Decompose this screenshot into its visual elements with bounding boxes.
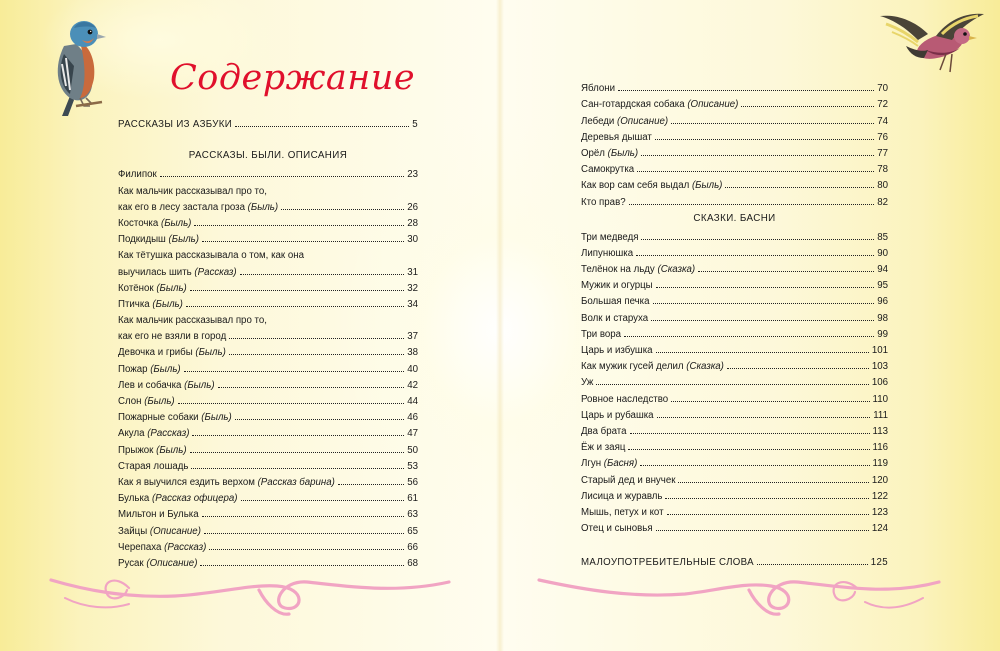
toc-entry-label: Зайцы (Описание)	[118, 525, 201, 537]
dot-leader	[641, 154, 874, 156]
toc-entry	[118, 261, 418, 277]
dot-leader	[653, 302, 875, 304]
dot-leader	[202, 515, 405, 517]
toc-entry-genre: (Быль)	[156, 444, 187, 456]
toc-entry-label: Два брата	[581, 425, 627, 437]
toc-entry-page: 74	[877, 115, 888, 127]
dot-leader	[629, 203, 875, 205]
toc-entry	[118, 472, 418, 488]
dot-leader	[209, 548, 404, 550]
toc-entry	[118, 294, 418, 310]
toc-entry-page: 98	[877, 312, 888, 324]
toc-list	[581, 227, 888, 535]
toc-entry	[581, 159, 888, 175]
dot-leader	[727, 367, 869, 369]
toc-entry-label: выучилась шить (Рассказ)	[118, 266, 237, 278]
toc-entry-page: 111	[873, 409, 888, 421]
toc-entry	[118, 213, 418, 229]
toc-entry-label: Мильтон и Булька	[118, 509, 199, 521]
toc-entry	[118, 407, 418, 423]
toc-entry-label: Косточка (Быль)	[118, 217, 192, 229]
toc-entry-label: Царь и избушка	[581, 345, 653, 356]
toc-entry	[581, 127, 888, 143]
dot-leader	[741, 105, 874, 107]
toc-entry	[581, 259, 888, 275]
toc-entry-page: 120	[871, 474, 888, 486]
toc-entry	[581, 291, 888, 307]
dot-leader	[657, 416, 871, 418]
toc-entry	[581, 275, 888, 291]
dot-leader	[178, 402, 405, 404]
toc-entry-label: Как мужик гусей делил (Сказка)	[581, 361, 724, 373]
toc-entry-genre: (Быль)	[144, 396, 175, 407]
dot-leader	[651, 319, 874, 321]
toc-entry-genre: (Быль)	[168, 234, 199, 246]
dot-leader	[229, 337, 404, 339]
toc-entry-page: 31	[407, 266, 418, 278]
toc-entry-page: 77	[877, 147, 888, 159]
dot-leader	[190, 451, 405, 453]
toc-entry	[118, 520, 418, 536]
toc-entry	[581, 143, 888, 159]
toc-entry-label: Русак (Описание)	[118, 557, 198, 569]
dot-leader	[636, 254, 874, 256]
dot-leader	[640, 464, 869, 466]
section-heading: РАССКАЗЫ. БЫЛИ. ОПИСАНИЯ	[188, 150, 348, 162]
toc-entry-label: Три медведя	[581, 231, 639, 243]
toc-entry-page: 82	[877, 196, 888, 208]
toc-entry	[118, 197, 418, 213]
toc-entry	[581, 175, 888, 191]
toc-entry-label: Филипок	[118, 169, 157, 181]
dot-leader	[618, 89, 874, 91]
dot-leader	[160, 175, 405, 177]
toc-entry-page: 78	[877, 164, 888, 176]
toc-entry-label: Уж	[581, 377, 594, 389]
toc-entry-label: Телёнок на льду (Сказка)	[581, 264, 696, 276]
toc-entry-label: Лев и собачка (Быль)	[118, 379, 215, 391]
toc-entry-page: 96	[877, 296, 888, 308]
toc-entry-label: Черепаха (Рассказ)	[118, 541, 207, 553]
toc-entry-page: 46	[407, 412, 418, 424]
toc-entry-genre: (Быль)	[156, 282, 187, 294]
dot-leader	[184, 370, 405, 372]
toc-entry	[581, 518, 888, 534]
toc-entry-label: Как тётушка рассказывала о том, как она	[118, 250, 304, 262]
dot-leader	[281, 208, 404, 210]
toc-entry-label: МАЛОУПОТРЕБИТЕЛЬНЫЕ СЛОВА	[581, 557, 754, 569]
toc-entry-label: Прыжок (Быль)	[118, 444, 187, 456]
toc-entry-label: Как я выучился ездить верхом (Рассказ барина)	[118, 476, 335, 488]
toc-entry-label: Три вора	[581, 328, 622, 340]
toc-entry-page: 85	[877, 231, 888, 243]
toc-entry-page: 40	[407, 363, 418, 375]
toc-entry-page: 116	[872, 442, 888, 454]
toc-entry-label: Как мальчик рассказывал про то,	[118, 185, 267, 197]
dot-leader	[656, 286, 875, 288]
toc-entry-genre: (Сказка)	[686, 361, 724, 373]
toc-entry	[118, 537, 418, 553]
toc-entry-page: 123	[871, 506, 888, 518]
dot-leader	[628, 448, 869, 450]
toc-entry-genre: (Рассказ)	[194, 266, 237, 278]
toc-entry-page: 37	[407, 331, 418, 343]
toc-entry-label: Как вор сам себя выдал (Быль)	[581, 180, 723, 192]
toc-entry-label: как его не взяли в город	[118, 331, 227, 343]
toc-entry	[118, 423, 418, 439]
toc-entry	[581, 486, 888, 502]
toc-entry-label: Мышь, петух и кот	[581, 506, 664, 518]
dot-leader	[665, 497, 868, 499]
dot-leader	[204, 532, 404, 534]
toc-entry	[581, 437, 888, 453]
toc-entry	[118, 342, 418, 358]
toc-entry-page: 122	[871, 490, 888, 502]
toc-entry-label: Самокрутка	[581, 164, 635, 176]
toc-entry	[581, 243, 888, 259]
toc-entry-label: Сан-готардская собака (Описание)	[581, 99, 739, 111]
toc-entry	[118, 180, 418, 196]
toc-entry-page: 47	[407, 428, 418, 440]
toc-entry-label: Пожарные собаки (Быль)	[118, 412, 232, 424]
dot-leader	[656, 351, 869, 353]
toc-entry	[581, 388, 888, 404]
toc-entry-page: 103	[871, 361, 888, 373]
toc-entry-genre: (Басня)	[603, 458, 638, 470]
toc-entry-page: 68	[407, 557, 418, 569]
toc-entry-page: 53	[407, 460, 418, 472]
dot-leader	[218, 386, 405, 388]
dot-leader	[757, 563, 868, 565]
toc-entry-page: 28	[407, 217, 418, 229]
ribbon-ornament-right	[535, 568, 943, 618]
toc-entry-label: Отец и сыновья	[581, 523, 653, 535]
toc-entry-label: Лисица и журавль	[581, 490, 663, 502]
toc-entry	[581, 94, 888, 110]
toc-entry-label: Лебеди (Описание)	[581, 115, 669, 127]
toc-entry-label: Мужик и огурцы	[581, 280, 653, 292]
toc-entry-page: 124	[871, 523, 888, 535]
toc-list	[118, 164, 418, 569]
toc-entry-label: Липунюшка	[581, 247, 634, 259]
dot-leader	[630, 432, 870, 434]
toc-entry	[581, 372, 888, 388]
toc-entry-page: 65	[407, 525, 418, 537]
dot-leader	[186, 305, 404, 307]
toc-entry	[118, 439, 418, 455]
toc-entry-page: 70	[877, 83, 888, 95]
toc-entry-label: Ёж и заяц	[581, 442, 626, 454]
toc-entry-page: 113	[872, 425, 888, 437]
toc-entry	[581, 191, 888, 207]
toc-entry-page: 50	[407, 444, 418, 456]
dot-leader	[202, 240, 404, 242]
toc-list	[581, 78, 888, 208]
dot-leader	[229, 353, 404, 355]
toc-entry-page: 23	[407, 169, 418, 181]
page-fold	[496, 0, 504, 651]
toc-entry	[118, 391, 418, 407]
toc-entry	[118, 278, 418, 294]
toc-entry-label: Ровное наследство	[581, 393, 669, 405]
toc-entry-page: 30	[407, 234, 418, 246]
dot-leader	[192, 434, 404, 436]
dot-leader	[725, 186, 874, 188]
section-heading: СКАЗКИ. БАСНИ	[693, 212, 776, 224]
toc-entry-genre: (Сказка)	[657, 264, 696, 276]
dot-leader	[235, 418, 404, 420]
toc-entry	[118, 114, 418, 130]
toc-entry	[118, 504, 418, 520]
toc-entry-genre: (Рассказ офицера)	[152, 493, 238, 505]
toc-right-column	[581, 78, 888, 568]
toc-entry-genre: (Быль)	[160, 217, 192, 229]
toc-entry-page: 63	[407, 509, 418, 521]
toc-entry	[581, 453, 888, 469]
toc-entry-genre: (Описание)	[687, 99, 739, 111]
toc-entry-label: Волк и старуха	[581, 312, 649, 324]
toc-entry-page: 76	[877, 131, 888, 143]
toc-entry-page: 99	[877, 328, 888, 340]
toc-entry	[581, 502, 888, 518]
toc-entry-page: 80	[877, 180, 888, 192]
page-title: Содержание	[170, 58, 416, 98]
toc-entry-page: 106	[871, 377, 888, 389]
toc-entry-genre: (Быль)	[201, 412, 232, 424]
toc-entry-label: Девочка и грибы (Быль)	[118, 347, 226, 359]
dot-leader	[641, 238, 874, 240]
toc-entry-genre: (Быль)	[607, 147, 639, 159]
toc-entry-label: Птичка (Быль)	[118, 298, 183, 310]
toc-entry-label: Котёнок (Быль)	[118, 282, 187, 294]
toc-entry-label: Подкидыш (Быль)	[118, 234, 199, 246]
dot-leader	[624, 335, 874, 337]
toc-entry-label: РАССКАЗЫ ИЗ АЗБУКИ	[118, 119, 233, 131]
dot-leader	[241, 499, 405, 501]
toc-entry	[581, 307, 888, 323]
toc-entry	[581, 356, 888, 372]
toc-entry-genre: (Описание)	[149, 525, 201, 537]
dot-leader	[671, 122, 874, 124]
toc-entry-page: 66	[407, 541, 418, 553]
toc-entry	[581, 324, 888, 340]
toc-entry-genre: (Быль)	[247, 201, 279, 213]
toc-entry-genre: (Быль)	[195, 347, 226, 359]
toc-entry	[118, 358, 418, 374]
toc-entry	[118, 164, 418, 180]
toc-entry	[581, 469, 888, 485]
flying-bird-illustration	[876, 6, 988, 78]
toc-entry-genre: (Описание)	[146, 557, 198, 569]
dot-leader	[200, 564, 404, 566]
dot-leader	[190, 289, 404, 291]
toc-entry-label: Деревья дышат	[581, 131, 652, 143]
toc-entry-page: 44	[407, 396, 418, 407]
toc-entry	[118, 456, 418, 472]
toc-entry-page: 125	[870, 557, 888, 569]
chaffinch-illustration	[40, 6, 120, 118]
toc-entry-page: 119	[872, 458, 888, 470]
toc-entry	[118, 375, 418, 391]
toc-entry-label: Царь и рубашка	[581, 409, 654, 421]
toc-entry	[581, 340, 888, 356]
dot-leader	[637, 170, 874, 172]
toc-entry-page: 26	[407, 201, 418, 213]
toc-entry-label: Булька (Рассказ офицера)	[118, 493, 238, 505]
dot-leader	[191, 467, 404, 469]
toc-entry-page: 56	[407, 476, 418, 488]
toc-entry-genre: (Рассказ)	[164, 541, 207, 553]
toc-entry	[118, 310, 418, 326]
dot-leader	[678, 481, 868, 483]
toc-entry-label: Старый дед и внучек	[581, 474, 676, 486]
toc-entry-label: Лгун (Басня)	[581, 458, 638, 470]
dot-leader	[698, 270, 874, 272]
dot-leader	[240, 273, 405, 275]
toc-entry-label: Кто прав?	[581, 196, 626, 208]
toc-entry-page: 101	[871, 345, 888, 356]
toc-entry-label: Старая лошадь	[118, 460, 189, 472]
toc-entry-label: как его в лесу застала гроза (Быль)	[118, 201, 279, 213]
dot-leader	[338, 483, 404, 485]
toc-entry	[118, 245, 418, 261]
toc-entry-page: 5	[412, 119, 418, 131]
toc-entry-genre: (Быль)	[152, 298, 183, 310]
toc-entry-page: 61	[407, 493, 418, 505]
toc-entry-page: 38	[407, 347, 418, 359]
dot-leader	[667, 513, 869, 515]
toc-entry-label: Пожар (Быль)	[118, 363, 181, 375]
toc-entry	[118, 488, 418, 504]
toc-entry-page: 72	[877, 99, 888, 111]
toc-entry	[581, 227, 888, 243]
toc-entry-page: 42	[407, 379, 418, 391]
toc-entry	[581, 110, 888, 126]
toc-entry-label: Большая печка	[581, 296, 650, 308]
toc-entry	[581, 405, 888, 421]
toc-entry-page: 110	[872, 393, 888, 405]
toc-entry-page: 32	[407, 282, 418, 294]
toc-entry	[118, 326, 418, 342]
toc-entry	[118, 553, 418, 569]
toc-entry-label: Слон (Быль)	[118, 396, 175, 407]
toc-entry	[118, 229, 418, 245]
toc-entry-label: Орёл (Быль)	[581, 147, 639, 159]
toc-entry	[581, 552, 888, 568]
dot-leader	[656, 529, 869, 531]
dot-leader	[596, 383, 869, 385]
toc-entry-genre: (Быль)	[691, 180, 723, 192]
toc-left-column	[118, 114, 418, 569]
toc-entry-page: 94	[877, 264, 888, 276]
dot-leader	[655, 138, 874, 140]
toc-entry	[581, 78, 888, 94]
toc-entry-genre: (Быль)	[150, 363, 181, 375]
ribbon-ornament-left	[45, 568, 453, 618]
toc-entry-genre: (Рассказ)	[147, 428, 190, 440]
toc-entry-label: Акула (Рассказ)	[118, 428, 190, 440]
toc-entry-label: Как мальчик рассказывал про то,	[118, 315, 267, 327]
toc-entry-genre: (Рассказ барина)	[257, 476, 335, 488]
toc-entry-label: Яблони	[581, 83, 616, 95]
dot-leader	[194, 224, 404, 226]
toc-entry	[581, 421, 888, 437]
toc-entry-page: 90	[877, 247, 888, 259]
toc-entry-genre: (Быль)	[184, 379, 215, 391]
dot-leader	[235, 125, 409, 127]
toc-entry-genre: (Описание)	[617, 115, 669, 127]
toc-entry-page: 95	[877, 280, 888, 292]
dot-leader	[671, 400, 869, 402]
toc-entry-page: 34	[407, 298, 418, 310]
